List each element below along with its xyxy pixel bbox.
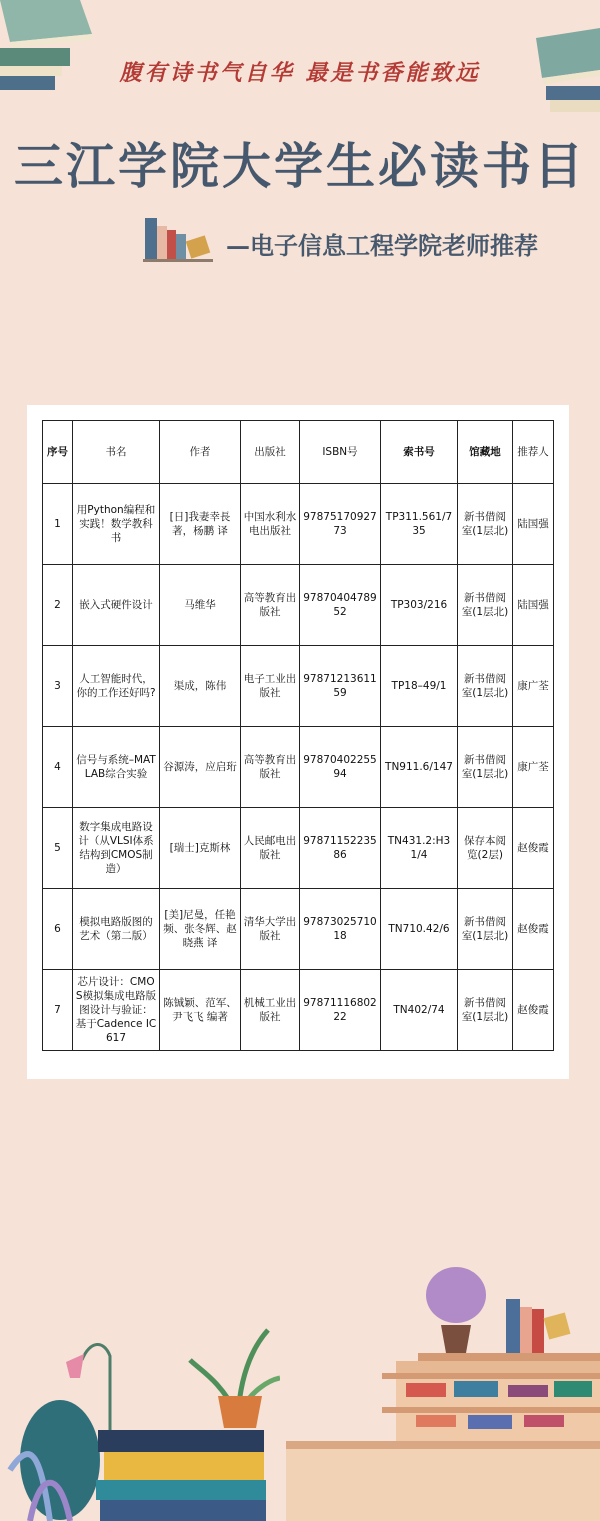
cell-author: 陈铖颖、范军、尹飞飞 编著 (160, 970, 241, 1051)
cell-author: [日]我妻幸長著，杨鹏 译 (160, 484, 241, 565)
table-row (43, 565, 554, 646)
cell-recommender: 赵俊霞 (513, 808, 554, 889)
cell-index: 3 (43, 646, 73, 727)
cell-recommender: 康广荃 (513, 727, 554, 808)
cell-call-number: TP303/216 (381, 565, 458, 646)
cell-isbn: 9787040478952 (300, 565, 381, 646)
column-header: 索书号 (381, 421, 458, 484)
cell-call-number: TN431.2:H31/4 (381, 808, 458, 889)
cell-call-number: TP18–49/1 (381, 646, 458, 727)
cell-index: 4 (43, 727, 73, 808)
cell-call-number: TP311.561/735 (381, 484, 458, 565)
cell-index: 5 (43, 808, 73, 889)
cell-call-number: TN402/74 (381, 970, 458, 1051)
books-icon (143, 212, 215, 262)
cell-author: 渠成，陈伟 (160, 646, 241, 727)
cell-publisher: 机械工业出版社 (241, 970, 300, 1051)
cell-recommender: 陆国强 (513, 484, 554, 565)
cell-title: 信号与系统–MATLAB综合实验 (73, 727, 160, 808)
slogan: 腹有诗书气自华 最是书香能致远 (119, 60, 481, 86)
plant-books-illustration (0, 1320, 280, 1521)
column-header: 序号 (43, 421, 73, 484)
page-title: 三江学院大学生必读书目 (13, 137, 586, 195)
cell-isbn: 9787517092773 (300, 484, 381, 565)
cell-index: 2 (43, 565, 73, 646)
cell-title: 芯片设计：CMOS模拟集成电路版图设计与验证：基于Cadence IC 617 (73, 970, 160, 1051)
cell-index: 1 (43, 484, 73, 565)
cell-title: 嵌入式硬件设计 (73, 565, 160, 646)
cell-location: 新书借阅室(1层北) (458, 970, 513, 1051)
cell-isbn: 9787121361159 (300, 646, 381, 727)
table-row (43, 646, 554, 727)
cell-author: 谷源涛，应启珩 (160, 727, 241, 808)
cell-author: [瑞士]克斯林 (160, 808, 241, 889)
cell-isbn: 9787115223586 (300, 808, 381, 889)
bookshelf-illustration (286, 1265, 600, 1521)
column-header: 出版社 (241, 421, 300, 484)
table-row (43, 808, 554, 889)
table-header-row (43, 421, 554, 484)
cell-recommender: 赵俊霞 (513, 889, 554, 970)
cell-publisher: 清华大学出版社 (241, 889, 300, 970)
cell-isbn: 9787040225594 (300, 727, 381, 808)
cell-publisher: 中国水利水电出版社 (241, 484, 300, 565)
cell-title: 人工智能时代，你的工作还好吗? (73, 646, 160, 727)
cell-title: 模拟电路版图的艺术（第二版） (73, 889, 160, 970)
column-header: 作者 (160, 421, 241, 484)
cell-publisher: 电子工业出版社 (241, 646, 300, 727)
column-header: 书名 (73, 421, 160, 484)
cell-isbn: 9787302571018 (300, 889, 381, 970)
cell-location: 新书借阅室(1层北) (458, 889, 513, 970)
cell-recommender: 康广荃 (513, 646, 554, 727)
book-list-table (42, 420, 554, 1051)
cell-title: 数字集成电路设计（从VLSI体系结构到CMOS制造） (73, 808, 160, 889)
subtitle: —电子信息工程学院老师推荐 (226, 231, 538, 260)
cell-index: 7 (43, 970, 73, 1051)
column-header: 推荐人 (513, 421, 554, 484)
table-row (43, 727, 554, 808)
cell-author: 马维华 (160, 565, 241, 646)
cell-isbn: 9787111680222 (300, 970, 381, 1051)
book-list-card (27, 405, 569, 1079)
table-row (43, 970, 554, 1051)
cell-title: 用Python编程和实践！数学教科书 (73, 484, 160, 565)
table-row (43, 484, 554, 565)
cell-recommender: 陆国强 (513, 565, 554, 646)
table-row (43, 889, 554, 970)
cell-location: 保存本阅览(2层) (458, 808, 513, 889)
cell-location: 新书借阅室(1层北) (458, 484, 513, 565)
cell-publisher: 人民邮电出版社 (241, 808, 300, 889)
column-header: 馆藏地 (458, 421, 513, 484)
cell-location: 新书借阅室(1层北) (458, 646, 513, 727)
cell-publisher: 高等教育出版社 (241, 565, 300, 646)
cell-author: [美]尼曼，任艳频、张冬辉、赵晓燕 译 (160, 889, 241, 970)
cell-recommender: 赵俊霞 (513, 970, 554, 1051)
cell-index: 6 (43, 889, 73, 970)
cell-location: 新书借阅室(1层北) (458, 727, 513, 808)
cell-location: 新书借阅室(1层北) (458, 565, 513, 646)
cell-call-number: TN911.6/147 (381, 727, 458, 808)
cell-publisher: 高等教育出版社 (241, 727, 300, 808)
cell-call-number: TN710.42/6 (381, 889, 458, 970)
column-header: ISBN号 (300, 421, 381, 484)
